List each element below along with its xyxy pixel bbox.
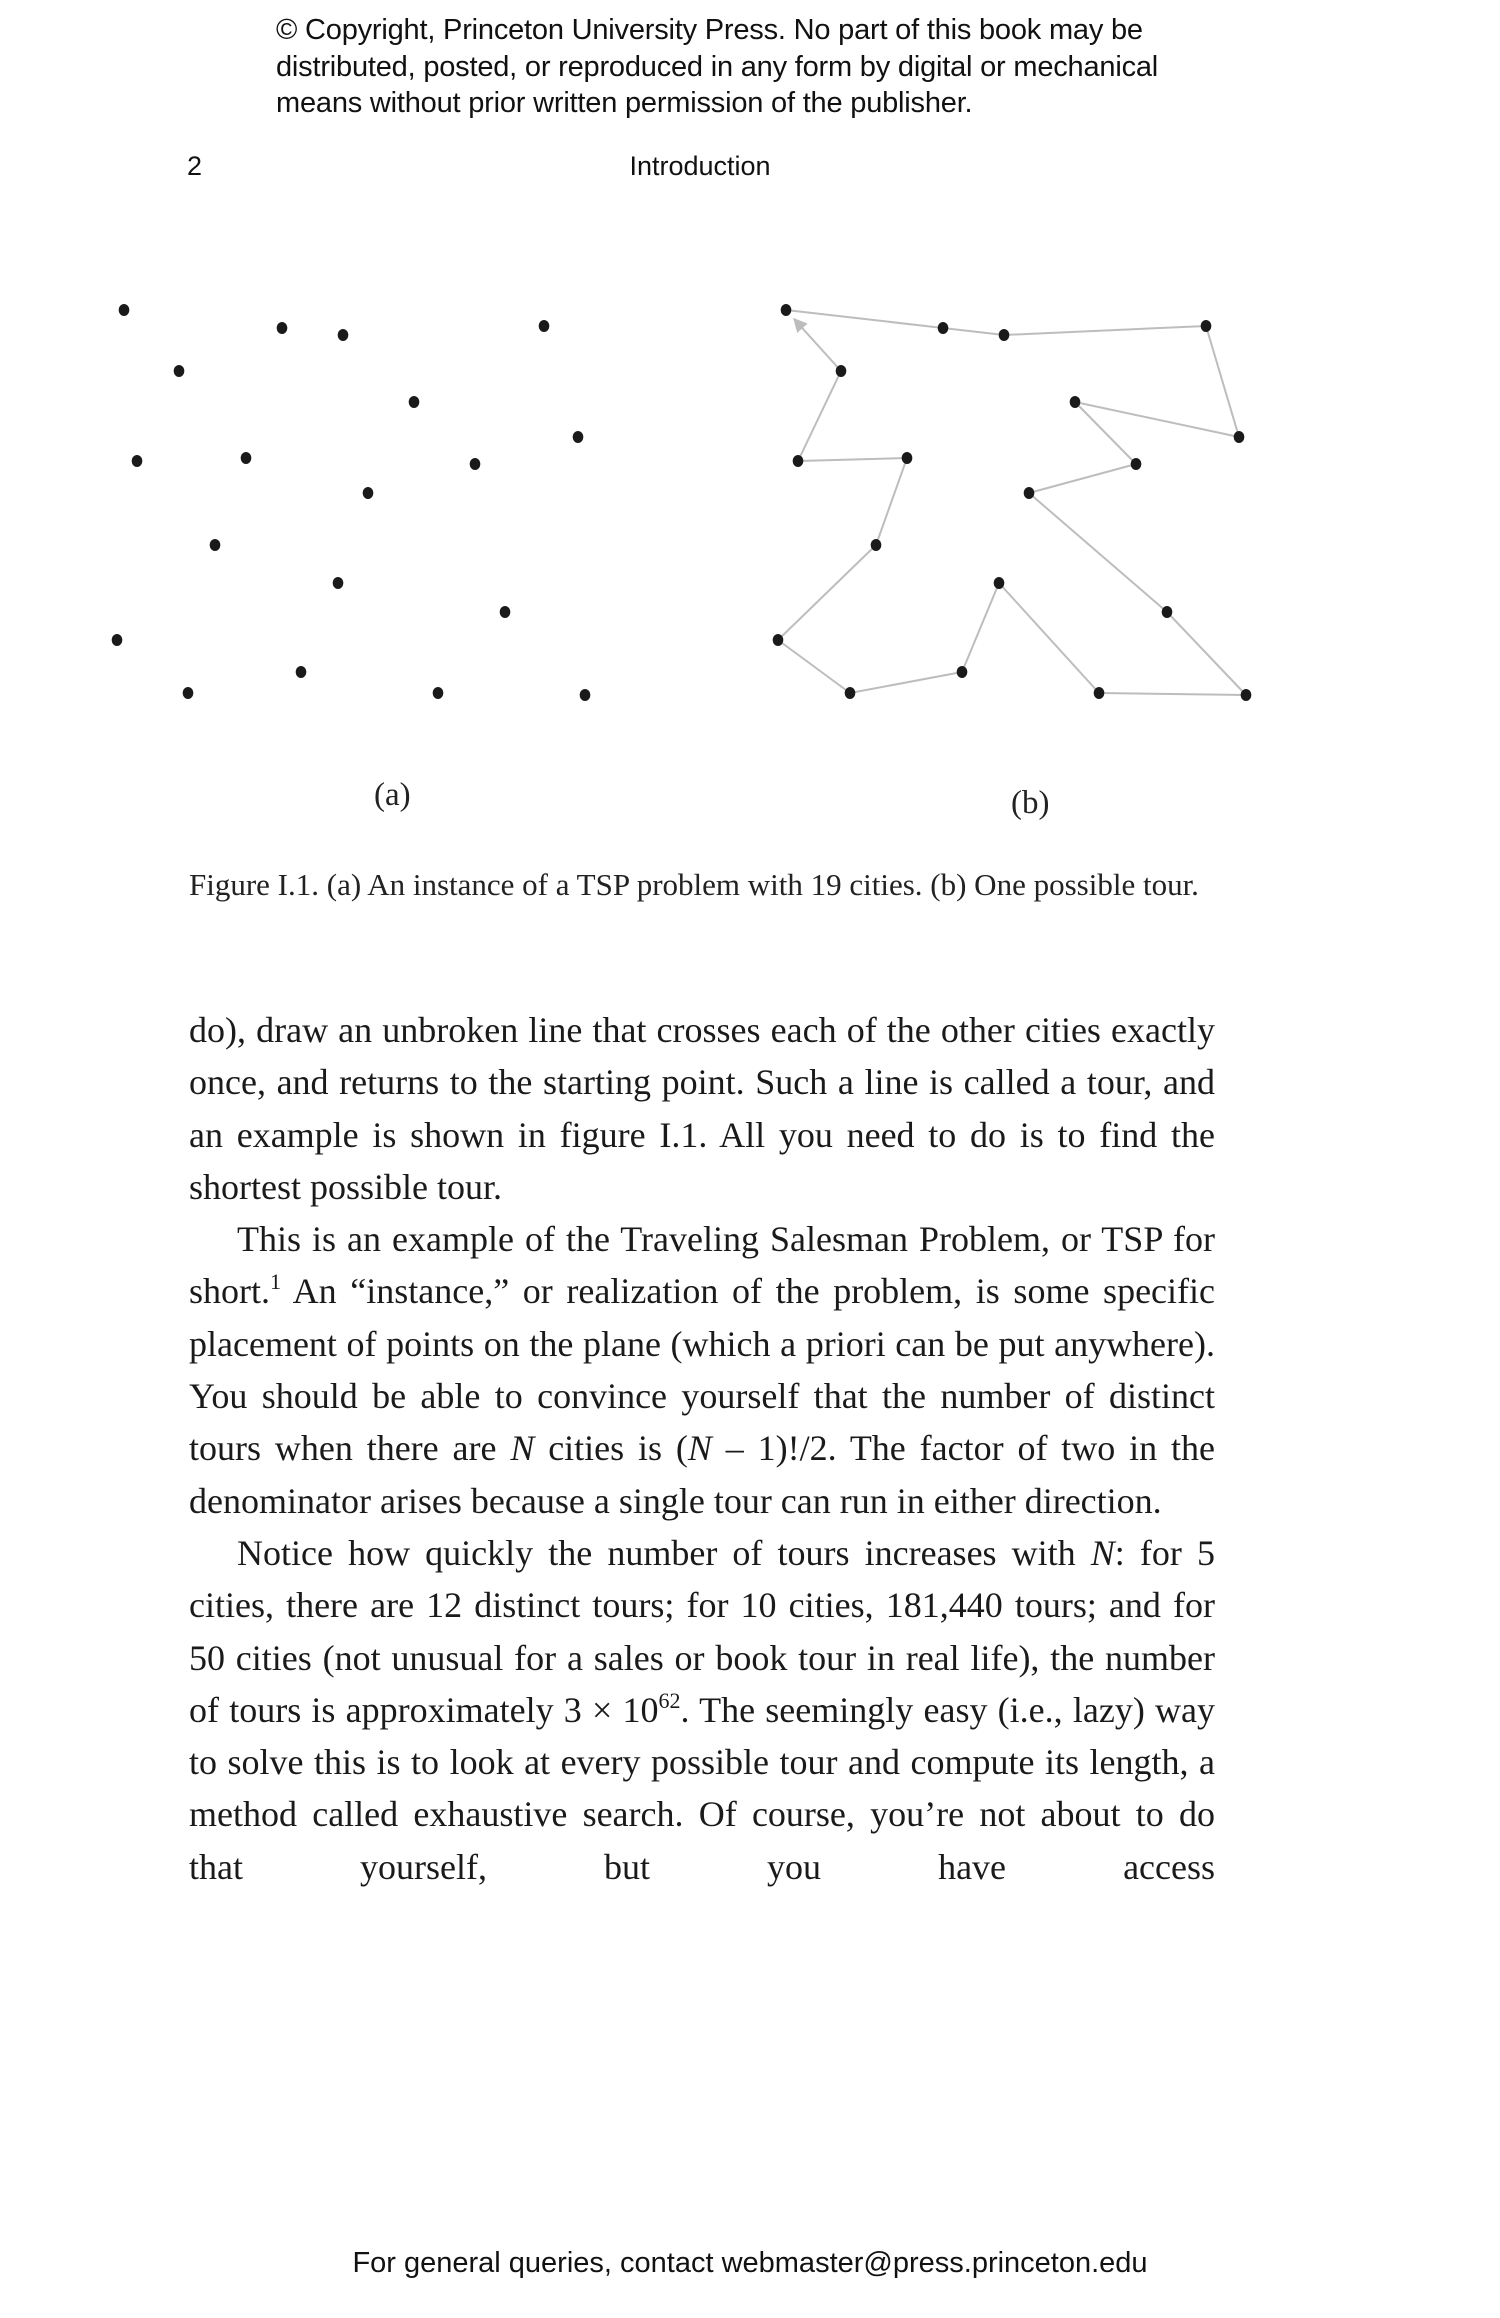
city-dot	[500, 606, 511, 618]
exponent: 62	[658, 1687, 681, 1713]
city-dot	[1234, 431, 1245, 443]
copyright-line: © Copyright, Princeton University Press. No part of this book may be	[276, 14, 1143, 46]
paragraph: This is an example of the Traveling Salesman Problem, or TSP for short.$^1$ An “instance,” or realization of the problem, is some specific placement of points on the plane (which a priori can be put anywhere). You should be able to convince yourself that the number of distinct tours when there are N cities is (N – 1)!/2. The factor of two in the denominator arises because a single tour can run in either direction.	[189, 1219, 1215, 1521]
city-dot	[119, 304, 130, 316]
city-dot	[957, 666, 968, 678]
tour-edge	[999, 583, 1099, 693]
city-dot	[580, 689, 591, 701]
copyright-line: means without prior written permission of the publisher.	[276, 87, 973, 119]
city-dot	[902, 452, 913, 464]
city-dot	[1094, 687, 1105, 699]
city-dot	[183, 687, 194, 699]
city-dot	[132, 455, 143, 467]
tour-edge	[798, 458, 907, 461]
city-dot	[277, 322, 288, 334]
panel-a-cities	[112, 304, 591, 701]
city-dot	[470, 458, 481, 470]
tour-edge	[778, 640, 850, 693]
footer-contact: For general queries, contact webmaster@press.princeton.edu	[352, 2247, 1148, 2279]
city-dot	[836, 365, 847, 377]
tour-edge	[1099, 693, 1246, 695]
city-dot	[999, 329, 1010, 341]
panel-b-label: (b)	[1011, 785, 1050, 821]
body-text	[189, 1004, 1215, 1893]
city-dot	[296, 666, 307, 678]
tour-edge	[1029, 464, 1136, 493]
tour-edge	[1206, 326, 1239, 437]
city-dot	[845, 687, 856, 699]
city-dot	[871, 539, 882, 551]
caption-line: possible tour.	[1033, 867, 1199, 902]
city-dot	[241, 452, 252, 464]
city-dot	[174, 365, 185, 377]
city-dot	[112, 634, 123, 646]
city-dot	[1131, 458, 1142, 470]
city-dot	[1201, 320, 1212, 332]
city-dot	[333, 577, 344, 589]
city-dot	[781, 304, 792, 316]
tour-return-arrow	[794, 319, 841, 371]
tour-edge	[876, 458, 907, 545]
city-dot	[539, 320, 550, 332]
footnote-mark[interactable]: 1	[270, 1269, 281, 1295]
figure-caption	[189, 862, 1215, 907]
tour-edge	[1075, 402, 1136, 464]
city-dot	[793, 455, 804, 467]
running-head: Introduction	[629, 151, 771, 181]
tour-edge	[1075, 402, 1239, 437]
tour-edge	[778, 545, 876, 640]
tour-edge	[1167, 612, 1246, 695]
city-dot	[938, 322, 949, 334]
tsp-figure	[0, 0, 1500, 760]
city-dot	[773, 634, 784, 646]
paragraph: do), draw an unbroken line that crosses each of the other cities exactly once, and returns to the starting point. Such a line is called a tour, and an example is shown in figure I.1. All you need to do is to find the shortest possible tour.	[189, 1010, 1215, 1207]
page-number: 2	[187, 151, 203, 181]
copyright-line: distributed, posted, or reproduced in any form by digital or mechanical	[276, 50, 1159, 83]
city-dot	[1162, 606, 1173, 618]
city-dot	[994, 577, 1005, 589]
panel-a-label: (a)	[374, 777, 411, 813]
tour-edge	[943, 328, 1004, 335]
city-dot	[409, 396, 420, 408]
city-dot	[1241, 689, 1252, 701]
city-dot	[210, 539, 221, 551]
city-dot	[363, 487, 374, 499]
tour-edge	[1029, 493, 1167, 612]
tour-edge	[1004, 326, 1206, 335]
tour-edge	[962, 583, 999, 672]
tour-edge	[786, 310, 943, 328]
panel-b-cities	[773, 304, 1252, 701]
city-dot	[573, 431, 584, 443]
caption-line: Figure I.1. (a) An instance of a TSP problem with 19 cities. (b) One	[189, 867, 1026, 902]
city-dot	[1070, 396, 1081, 408]
city-dot	[1024, 487, 1035, 499]
city-dot	[433, 687, 444, 699]
paragraph: Notice how quickly the number of tours increases with N: for 5 cities, there are 12 distinct tours; for 10 cities, 181,440 tours; and for 50 cities (not unusual for a sales or book tour in real life), the number of tours is approximately $3 \times 10^{62}$. The seemingly easy (i.e., lazy) way to solve this is to look at every possible tour and compute its length, a method called exhaustive search. Of course, you’re not about to do that yourself, but you have access	[189, 1532, 1216, 1887]
tour-edge	[798, 371, 841, 461]
panel-b-tour-edges	[778, 310, 1246, 695]
city-dot	[338, 329, 349, 341]
tour-edge	[850, 672, 962, 693]
